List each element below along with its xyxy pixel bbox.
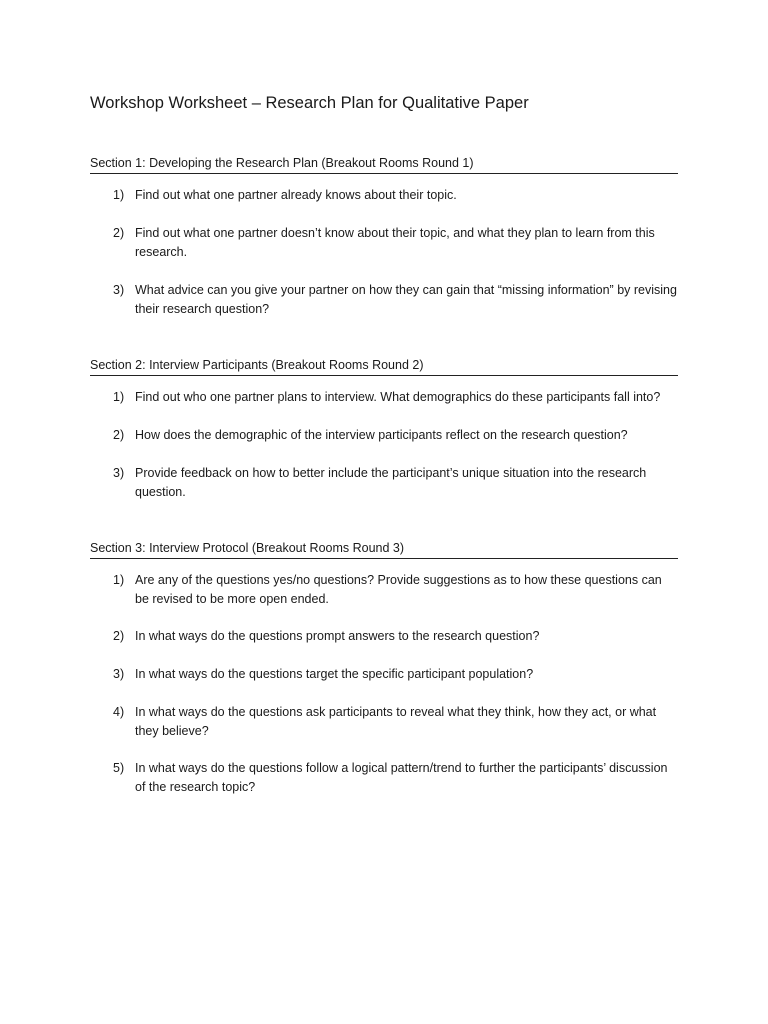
item-number: 2): [113, 226, 125, 240]
item-text: How does the demographic of the interview participants reflect on the research question?: [135, 428, 628, 442]
section-2-heading: Section 2: Interview Participants (Breakout Rooms Round 2): [90, 358, 678, 376]
item-text: Find out who one partner plans to interview. What demographics do these participants fall into?: [135, 390, 661, 404]
item-text: In what ways do the questions ask participants to reveal what they think, how they act, or what they believe?: [135, 705, 657, 738]
item-number: 3): [113, 667, 125, 681]
item-text: In what ways do the questions prompt answers to the research question?: [135, 629, 540, 643]
item-number: 2): [113, 428, 125, 442]
item-text: Find out what one partner doesn’t know about their topic, and what they plan to learn from this research.: [135, 226, 655, 259]
item-number: 1): [113, 573, 125, 587]
section-3-heading: Section 3: Interview Protocol (Breakout Rooms Round 3): [90, 541, 678, 559]
item-text: Find out what one partner already knows about their topic.: [135, 188, 457, 202]
item-number: 1): [113, 390, 125, 404]
item-number: 1): [113, 188, 125, 202]
item-number: 2): [113, 629, 125, 643]
item-text: Are any of the questions yes/no questions? Provide suggestions as to how these questions can be revised to be more open ended.: [135, 573, 662, 606]
item-text: What advice can you give your partner on how they can gain that “missing information” by revising their research question?: [135, 283, 677, 316]
item-number: 4): [113, 705, 125, 719]
item-text: In what ways do the questions target the specific participant population?: [135, 667, 534, 681]
section-1-heading: Section 1: Developing the Research Plan (Breakout Rooms Round 1): [90, 156, 678, 174]
item-number: 3): [113, 283, 125, 297]
page-title: Workshop Worksheet – Research Plan for Qualitative Paper: [90, 94, 529, 112]
item-text: In what ways do the questions follow a logical pattern/trend to further the participants’ discussion of the research topic?: [135, 761, 668, 794]
item-text: Provide feedback on how to better include the participant’s unique situation into the research question.: [135, 466, 647, 499]
item-number: 5): [113, 761, 125, 775]
item-number: 3): [113, 466, 125, 480]
